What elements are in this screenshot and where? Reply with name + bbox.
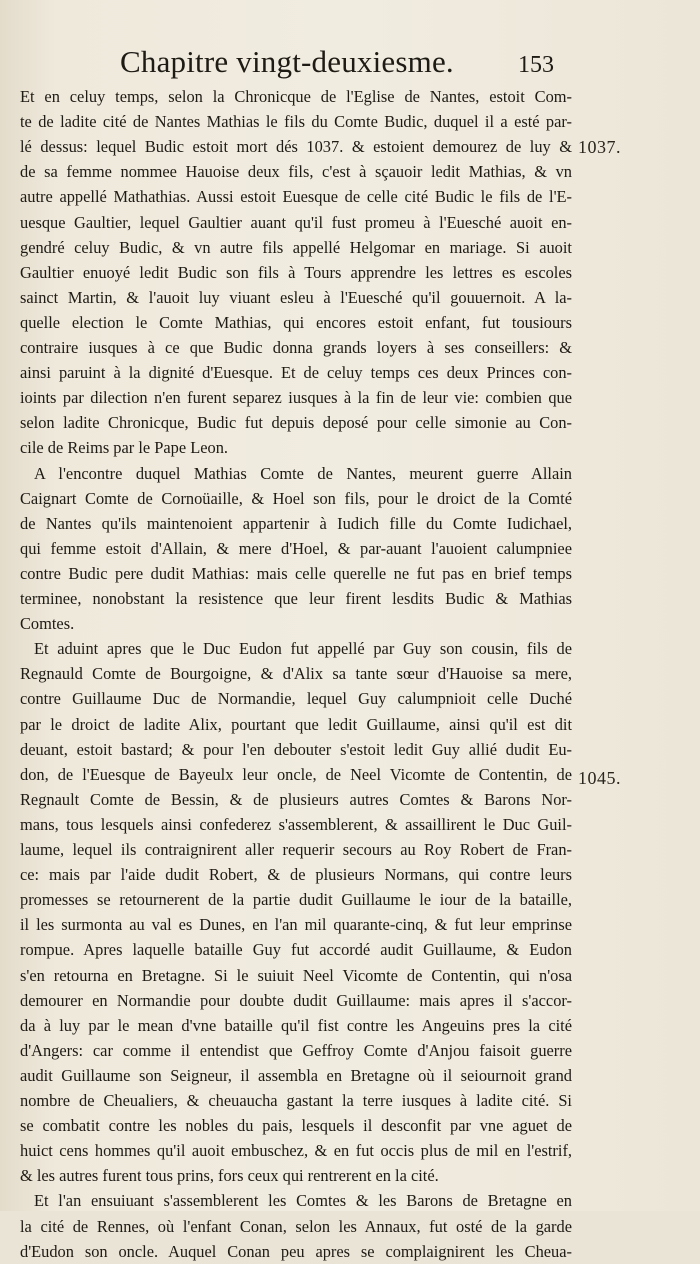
text-line: Et l'an ensuiuant s'assemblerent les Comtes & les Barons de Bretagne en (34, 1191, 572, 1211)
text-line: de sa femme nommee Hauoise deux fils, c'est à sçauoir ledit Mathias, & vn (20, 162, 572, 182)
margin-date-note: 1037. (578, 137, 621, 157)
text-line: demourer en Normandie pour doubte dudit Guillaume: mais apres il s'accor- (20, 990, 572, 1010)
text-line: A l'encontre duquel Mathias Comte de Nantes, meurent guerre Allain (34, 463, 572, 483)
text-line: selon ladite Chronicque, Budic fut depuis deposé pour celle simonie au Con- (20, 413, 572, 433)
text-line: ainsi paruint à la dignité d'Euesque. Et de celuy temps ces deux Princes con- (20, 363, 572, 383)
text-line: huict cens hommes qu'il auoit embuschez, & en fut occis plus de mil en l'estrif, (20, 1141, 572, 1161)
text-line: Et en celuy temps, selon la Chronicque de l'Eglise de Nantes, estoit Com- (20, 87, 572, 106)
text-line: cile de Reims par le Pape Leon. (20, 438, 228, 458)
text-line: Regnauld Comte de Bourgoigne, & d'Alix sa tante sœur d'Hauoise sa mere, (20, 664, 572, 684)
text-line: d'Eudon son oncle. Auquel Conan peu apres se complaignirent les Cheua- (20, 1241, 572, 1261)
text-line: te de ladite cité de Nantes Mathias le fils du Comte Budic, duquel il a esté par- (20, 112, 572, 132)
text-line: il les surmonta au val es Dunes, en l'an mil quarante-cinq, & fut leur emprinse (20, 915, 572, 935)
text-line: & les autres furent tous prins, fors ceux qui rentrerent en la cité. (20, 1166, 439, 1186)
text-line: Et aduint apres que le Duc Eudon fut appellé par Guy son cousin, fils de (34, 639, 572, 659)
text-line: terminee, nonobstant la resistence que leur firent lesdits Budic & Mathias (20, 589, 572, 608)
text-line: gendré celuy Budic, & vn autre fils appellé Helgomar en mariage. Si auoit (20, 237, 572, 257)
text-line: de Nantes qu'ils maintenoient appartenir à Iudich fille du Comte Iudichael, (20, 513, 572, 533)
text-line: qui femme estoit d'Allain, & mere d'Hoel, & par-auant l'auoient calumpniee (20, 538, 572, 558)
text-line: don, de l'Euesque de Bayeulx leur oncle, de Neel Vicomte de Contentin, de (20, 764, 572, 784)
text-line: d'Angers: car comme il entendist que Geffroy Comte d'Anjou faisoit guerre (20, 1040, 572, 1060)
text-line: Gaultier enuoyé ledit Budic son fils à Tours apprendre les lettres es escoles (20, 262, 572, 282)
text-line: ce: mais par l'aide dudit Robert, & de plusieurs Normans, qui contre leurs (20, 865, 572, 885)
text-line: deuant, estoit bastard; & pour l'en debouter s'estoit ledit Guy allié dudit Eu- (20, 739, 572, 759)
text-line: se combatit contre les nobles du pais, lesquels il desconfit par vne aguet de (20, 1116, 572, 1136)
text-line: s'en retourna en Bretagne. Si le suiuit Neel Vicomte de Contentin, qui n'osa (20, 965, 572, 985)
text-line: par le droict de ladite Alix, pourtant que ledit Guillaume, ainsi qu'il est dit (20, 714, 572, 734)
text-line: mans, tous lesquels ainsi confederez s'assemblerent, & assaillirent le Duc Guil- (20, 814, 572, 834)
text-line: nombre de Cheualiers, & cheuaucha gastant la terre iusques à ladite cité. Si (20, 1091, 572, 1110)
text-line: lé dessus: lequel Budic estoit mort dés 1037. & estoient demourez de luy & (20, 137, 572, 157)
chapter-title: Chapitre vingt-deuxiesme. (120, 44, 454, 79)
text-line: Comtes. (20, 614, 75, 634)
text-line: quelle election le Comte Mathias, qui encores estoit enfant, fut tousiours (20, 312, 572, 332)
text-line: promesses se retournerent de la partie dudit Guillaume le iour de la bataille, (20, 890, 572, 910)
text-line: uesque Gaultier, lequel Gaultier auant qu'il fust promeu à l'Euesché auoit en- (20, 212, 572, 232)
text-line: la cité de Rennes, où l'enfant Conan, selon les Annaux, fut osté de la garde (20, 1216, 572, 1236)
text-line: Caignart Comte de Cornoüaille, & Hoel son fils, pour le droict de la Comté (20, 488, 572, 508)
text-line: Regnault Comte de Bessin, & de plusieurs autres Comtes & Barons Nor- (20, 789, 572, 809)
text-line: sainct Martin, & l'auoit luy viuant esleu à l'Euesché qu'il gouuernoit. A la- (20, 287, 572, 307)
text-line: contre Guillaume Duc de Normandie, lequel Guy calumpnioit celle Duché (20, 689, 572, 709)
margin-date-note: 1045. (578, 768, 621, 788)
text-line: ioints par dilection n'en furent separez iusques à la fin de leur vie: combien que (20, 388, 572, 408)
text-line: rompue. Apres laquelle bataille Guy fut accordé audit Guillaume, & Eudon (20, 940, 572, 960)
text-line: laume, lequel ils contraignirent aller requerir secours au Roy Robert de Fran- (20, 840, 572, 859)
text-line: autre appellé Mathathias. Aussi estoit Euesque de celle cité Budic le fils de l'E- (20, 187, 572, 207)
text-line: contre Budic pere dudit Mathias: mais celle querelle ne fut pas en brief temps (20, 563, 572, 583)
text-line: audit Guillaume son Seigneur, il assembla en Bretagne où il seiournoit grand (20, 1065, 572, 1085)
text-line: da à luy par le mean d'vne bataille qu'il fist contre les Angeuins pres la cité (20, 1015, 572, 1035)
text-line: contraire iusques à ce que Budic donna grands loyers à ses conseillers: & (20, 338, 572, 357)
page-number: 153 (518, 52, 554, 78)
